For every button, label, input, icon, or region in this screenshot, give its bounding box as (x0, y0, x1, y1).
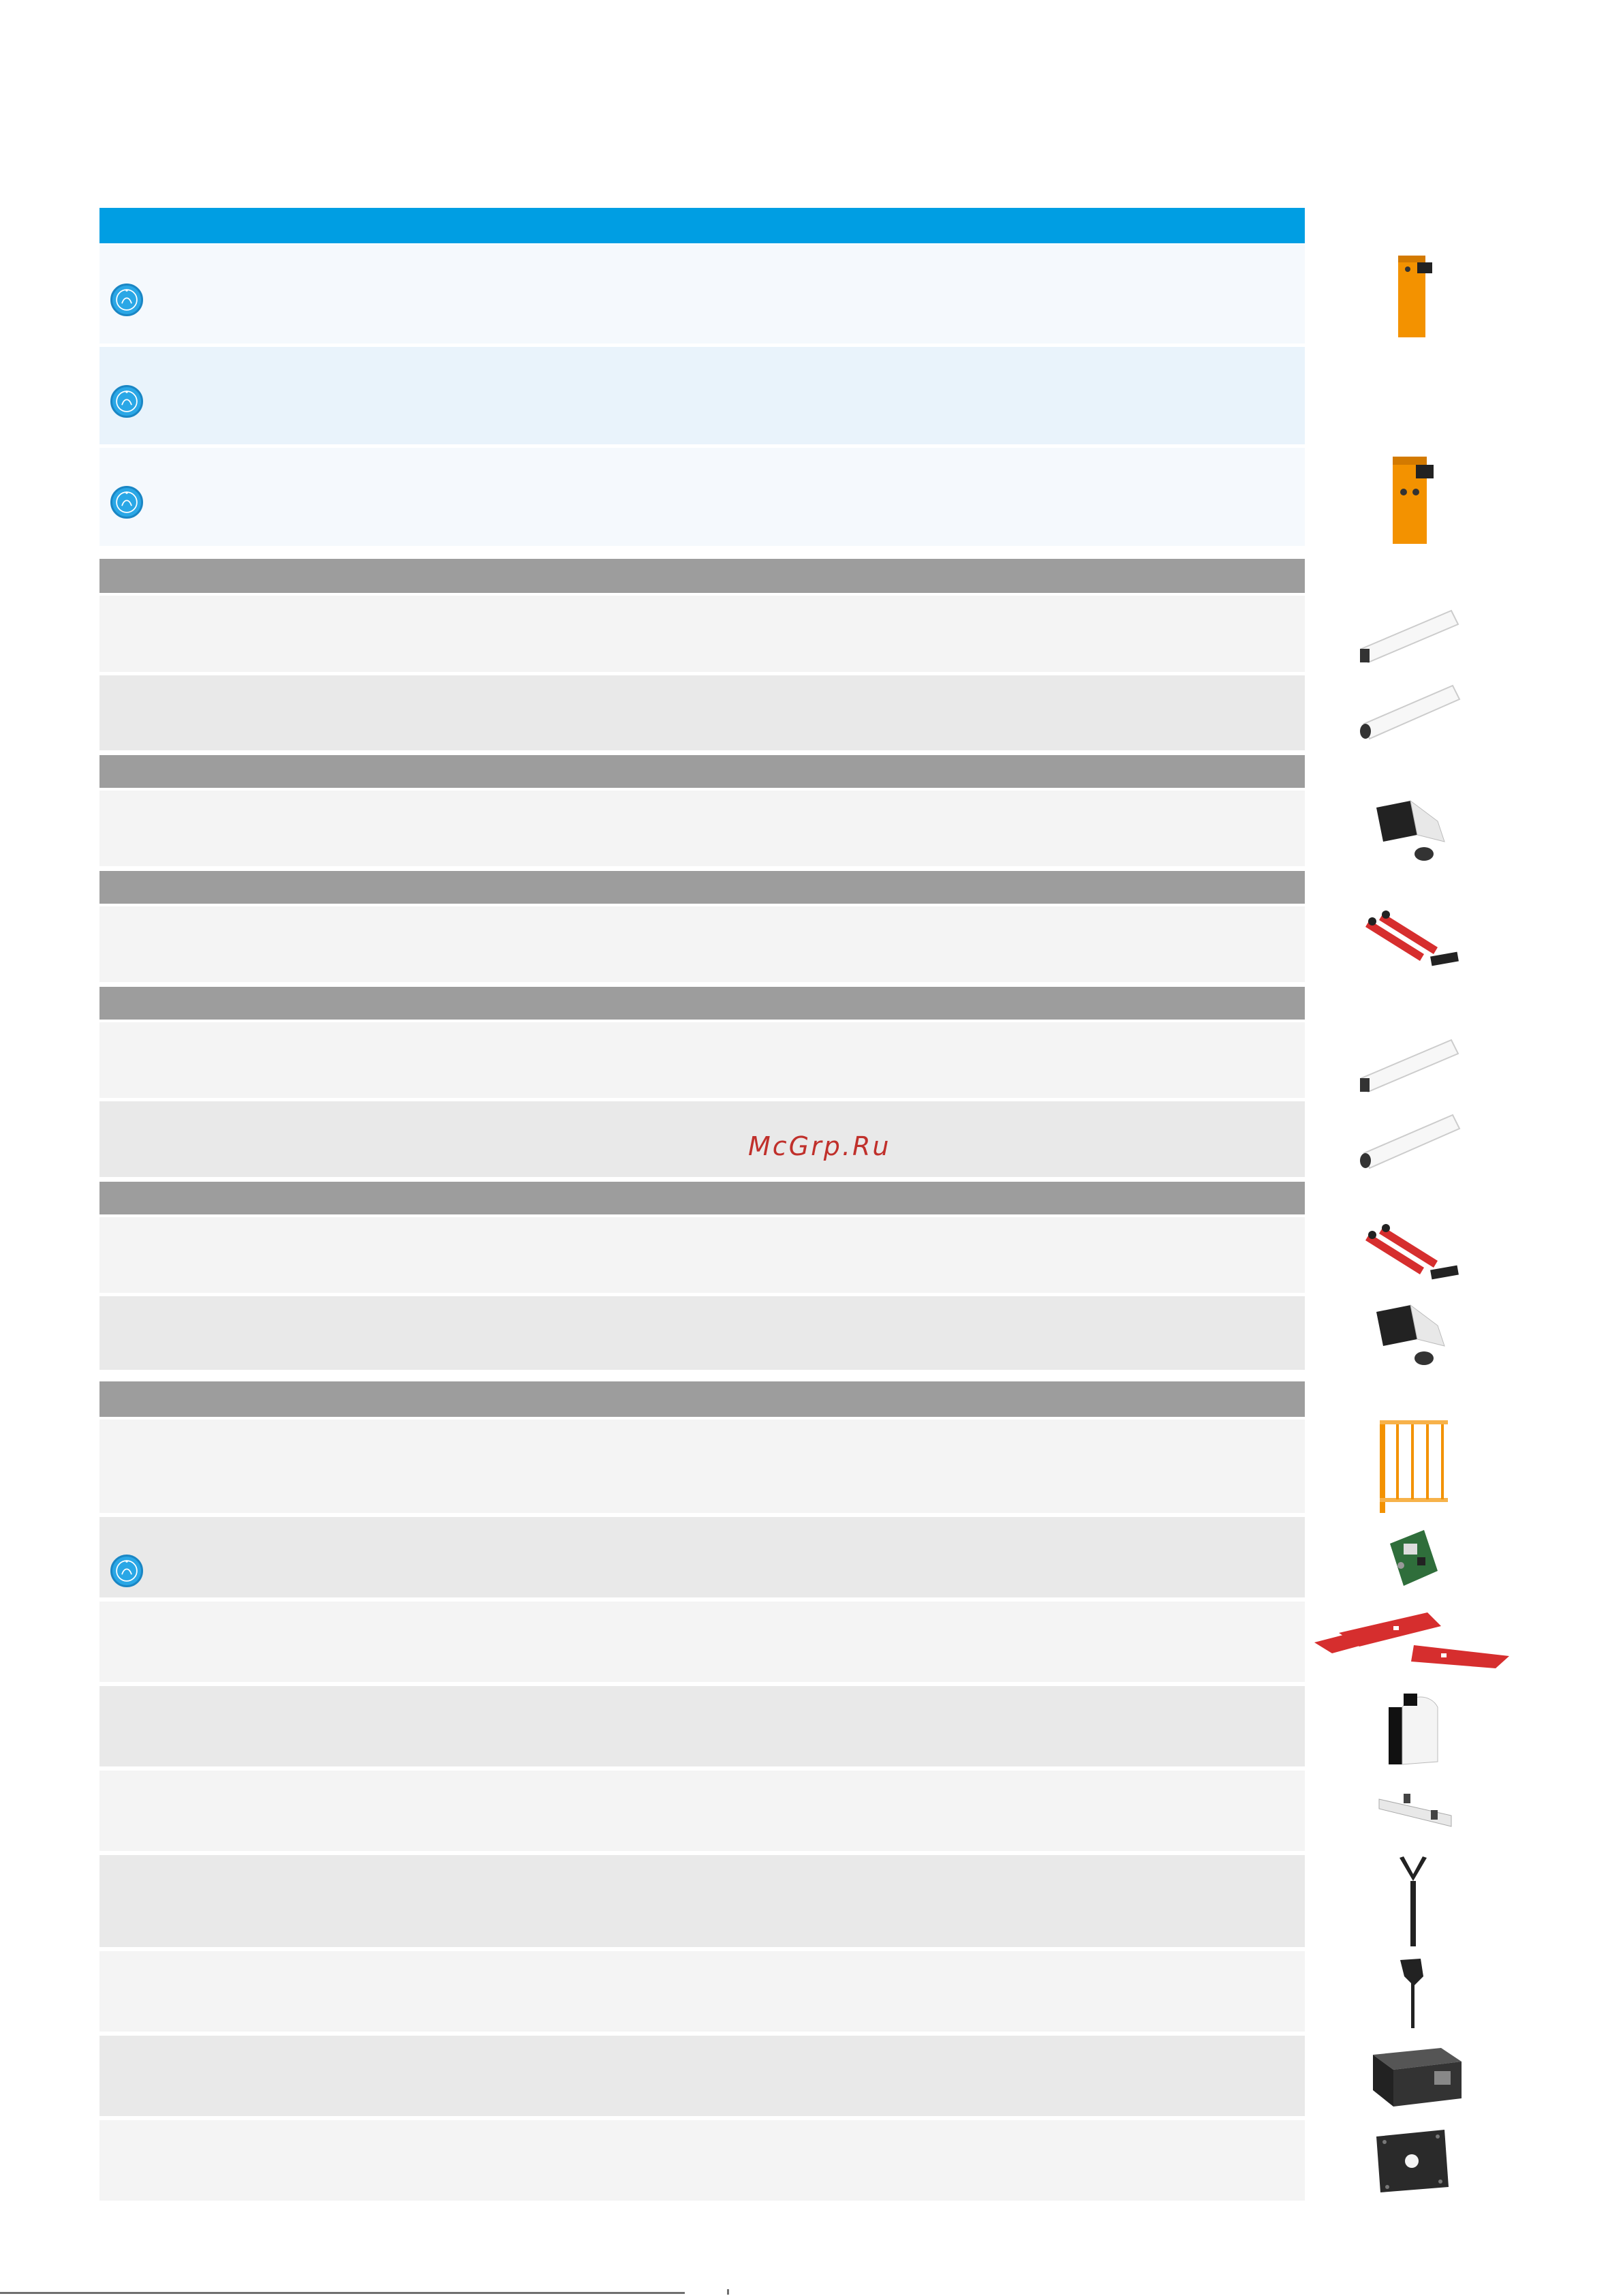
fork-rest-post-image (1390, 1854, 1438, 1949)
section-header-booms (99, 559, 1305, 593)
table-row (99, 906, 1305, 982)
table-row (99, 2036, 1305, 2116)
red-reflective-boom-strips-image (1363, 1220, 1472, 1295)
table-row (99, 1951, 1305, 2032)
table-row (99, 245, 1305, 343)
table-row (99, 1771, 1305, 1851)
table-row (99, 1217, 1305, 1293)
round-boom-white-image (1356, 1111, 1465, 1179)
rectangular-boom-white-image (1356, 607, 1465, 675)
section-header-accessories-1 (99, 1182, 1305, 1214)
round-boom-white-image (1356, 682, 1465, 750)
foundation-plate-black-image (1370, 2123, 1458, 2198)
barrier-cabinet-orange-image (1390, 249, 1438, 344)
24v-badge-icon (110, 1555, 143, 1587)
red-reflective-boom-strips-image (1363, 906, 1472, 988)
section-header-accessories-2 (99, 1381, 1305, 1417)
red-reflective-stickers-image (1312, 1608, 1513, 1670)
section-header-booms-2 (99, 987, 1305, 1020)
table-row (99, 1517, 1305, 1597)
table-row (99, 596, 1305, 672)
control-board-green-image (1383, 1523, 1444, 1591)
boom-support-bracket-black-image (1370, 1298, 1458, 1373)
table-row (99, 347, 1305, 444)
table-row (99, 1101, 1305, 1177)
boom-joint-fitting-image (1383, 1687, 1444, 1769)
footer-tick (727, 2289, 729, 2295)
24v-badge-icon (110, 284, 143, 316)
24v-badge-icon (110, 486, 143, 519)
table-row (99, 675, 1305, 750)
table-row (99, 1420, 1305, 1513)
footer-rule (0, 2292, 685, 2294)
aluminium-connection-profile-image (1376, 1786, 1458, 1833)
watermark: McGrp.Ru (748, 1131, 891, 1161)
rectangular-boom-white-image (1356, 1036, 1465, 1104)
barrier-cabinet-orange-large-image (1383, 450, 1444, 549)
cabinet-base-black-image (1366, 2041, 1468, 2113)
table-row (99, 448, 1305, 546)
table-row (99, 1686, 1305, 1766)
table-row (99, 1855, 1305, 1947)
24v-badge-icon (110, 385, 143, 418)
table-row (99, 1602, 1305, 1682)
boom-skirt-fence-orange-image (1373, 1418, 1455, 1516)
table-row (99, 1022, 1305, 1098)
pendulum-support-image (1393, 1956, 1434, 2031)
section-header-support (99, 755, 1305, 788)
table-row (99, 1296, 1305, 1370)
section-header-main (99, 208, 1305, 243)
section-header-strips (99, 871, 1305, 904)
table-row (99, 791, 1305, 866)
boom-support-bracket-black-image (1370, 794, 1458, 869)
table-row (99, 2120, 1305, 2201)
